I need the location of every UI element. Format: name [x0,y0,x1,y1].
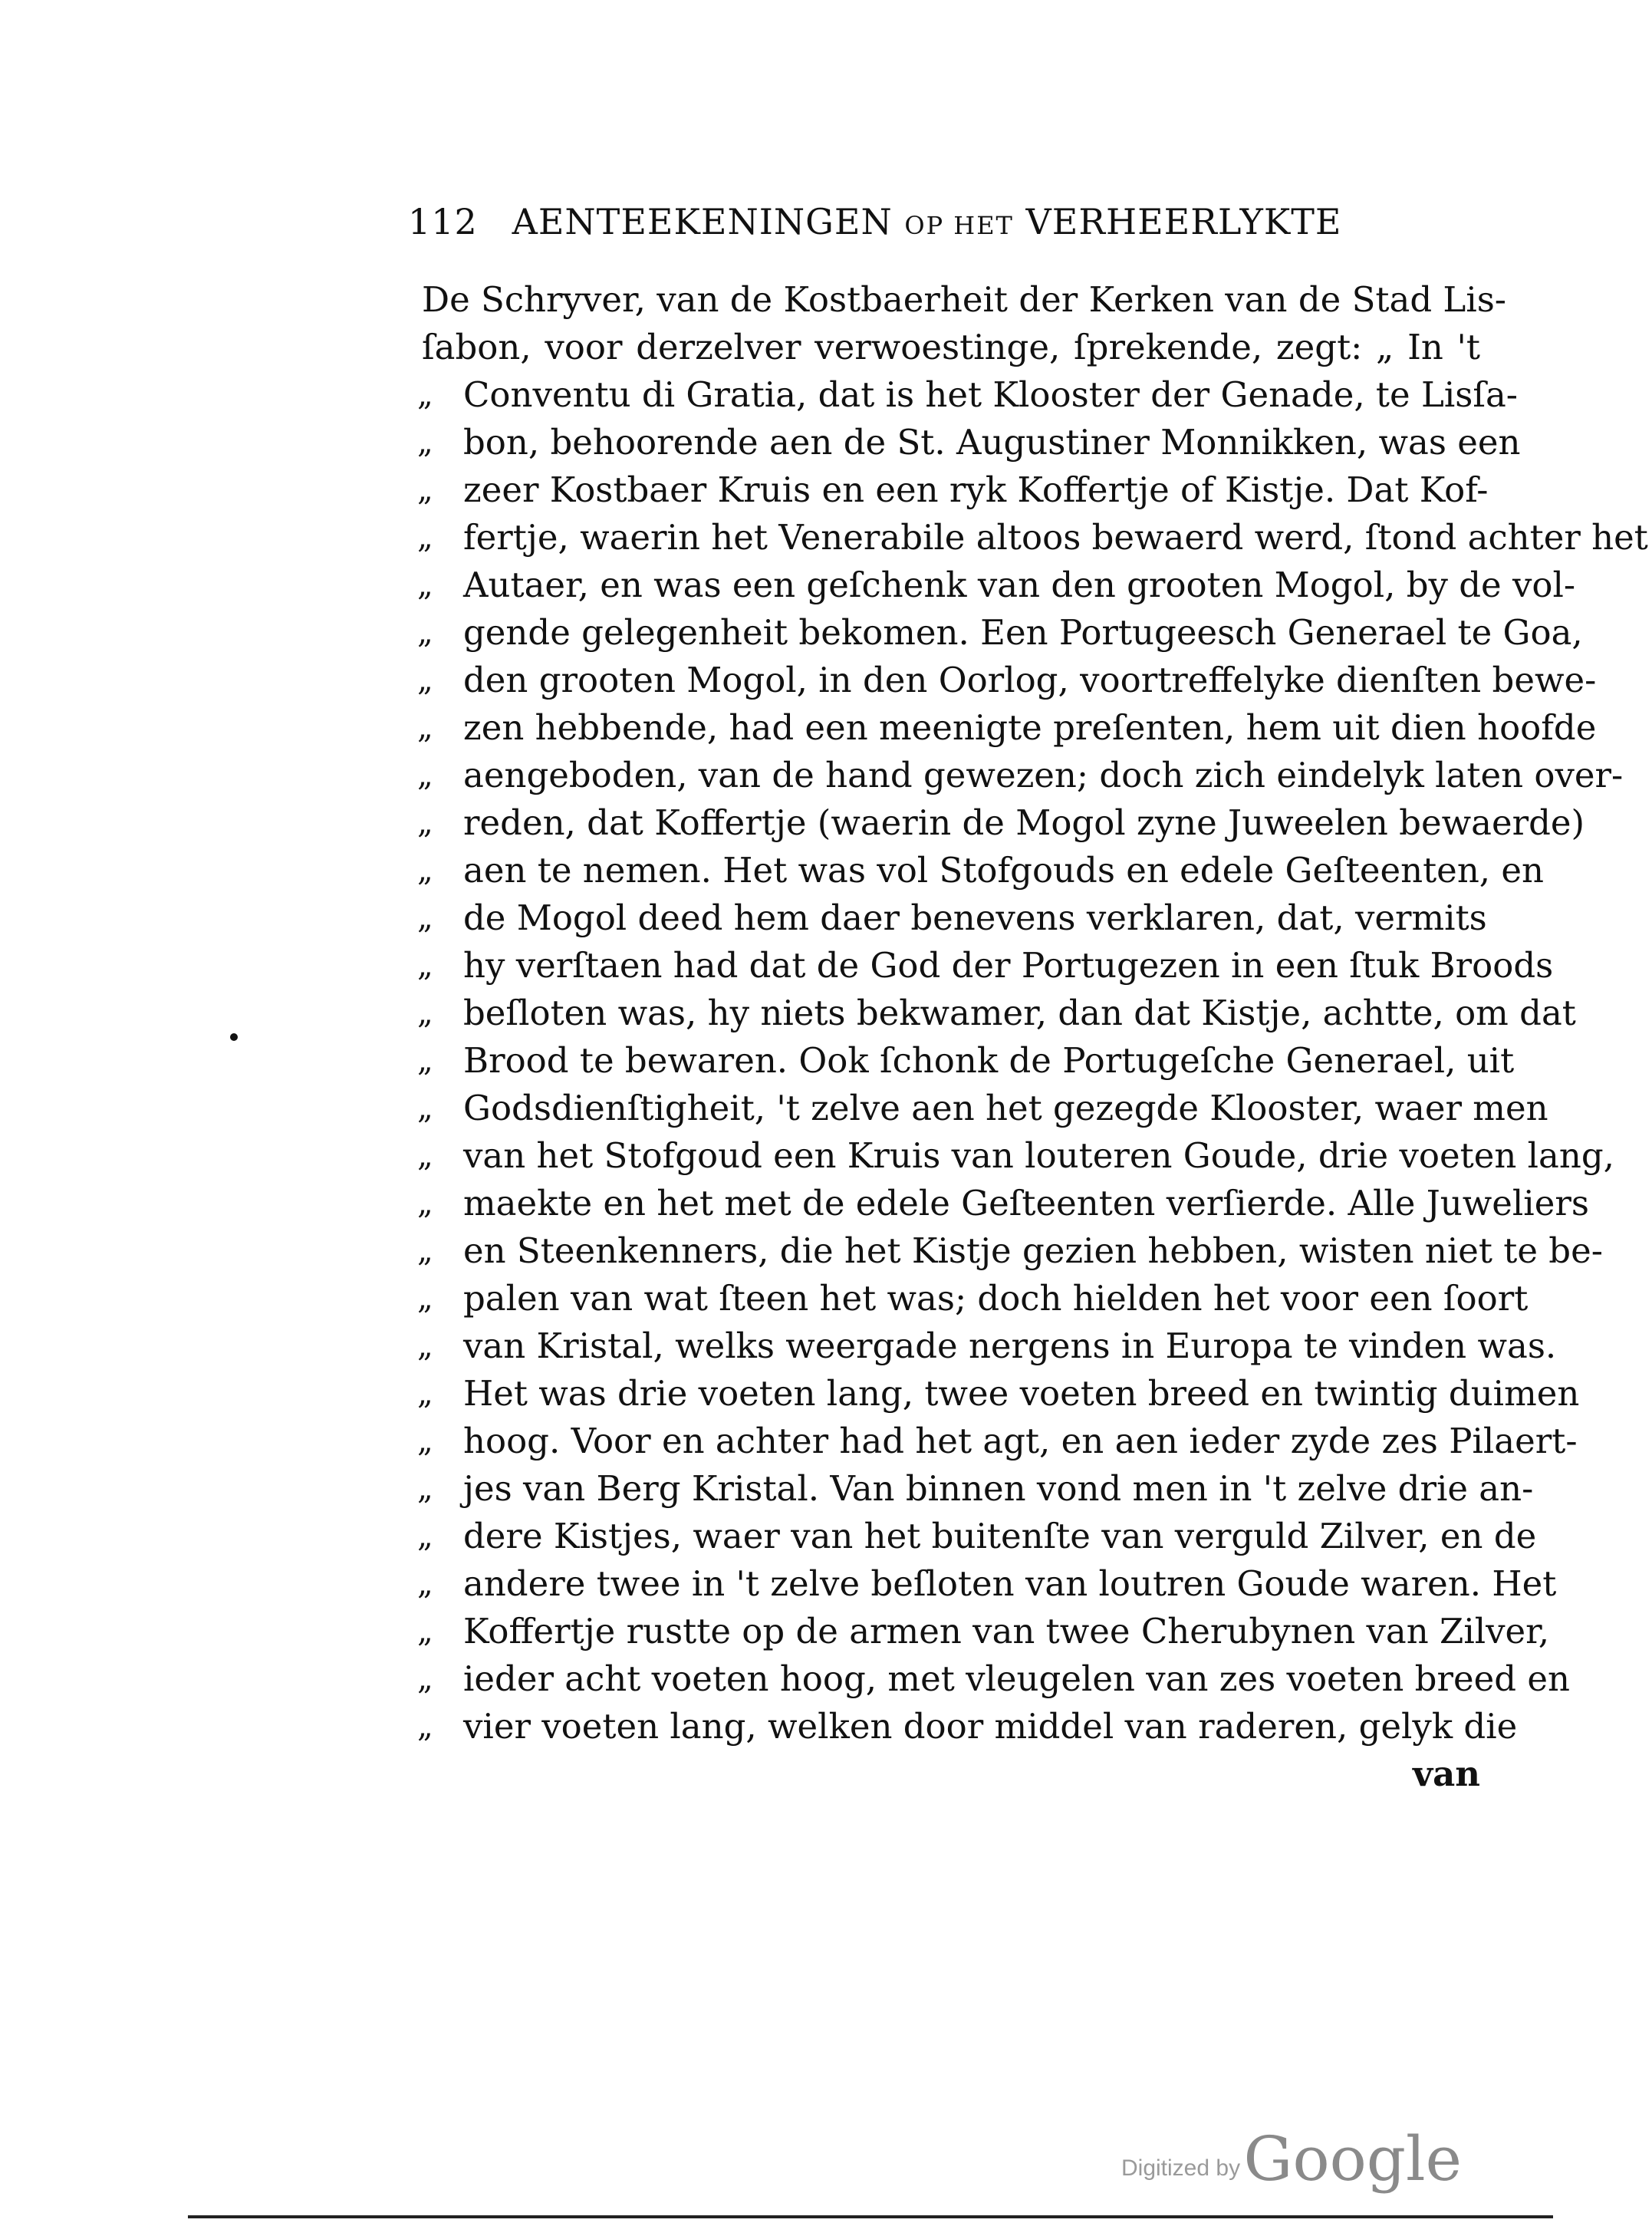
text-line [417,1608,1550,1655]
line-text: en Steenkenners, die het Kistje gezien hebben, wisten niet te be- [463,1230,1603,1271]
text-line [417,561,1576,609]
line-text: De Schryver, van de Kostbaerheit der Kerken van de Stad Lis- [422,279,1507,320]
catchword: van [1412,1754,1480,1794]
quote-mark: „ [417,425,433,460]
text-line [417,1132,1614,1180]
running-header [408,201,1482,242]
text-line [417,847,1545,894]
line-text: jes van Berg Kristal. Van binnen vond men in 't zelve drie an- [463,1468,1534,1509]
quote-mark: „ [417,1661,433,1697]
page-bottom-edge [188,2215,1553,2218]
line-text: palen van wat ſteen het was; doch hielden het voor een ſoort [463,1278,1529,1319]
text-line [417,371,1519,419]
quote-mark: „ [417,1566,433,1602]
margin-speck [230,1033,238,1041]
text-line [417,1560,1557,1608]
line-text: gende gelegenheit bekomen. Een Portugeesch Generael te Goa, [463,612,1583,653]
text-line [417,1465,1534,1513]
line-text: aen te nemen. Het was vol Stofgouds en edele Geſteenten, en [463,850,1545,891]
quote-mark: „ [417,1709,433,1744]
quote-mark: „ [417,1471,433,1507]
line-text: Koffertje rustte op de armen van twee Cherubynen van Zilver, [463,1611,1550,1651]
line-text: maekte en het met de edele Geſteenten verſierde. Alle Juweliers [463,1183,1589,1223]
body-text [417,276,1648,1798]
watermark-brand: Google [1243,2123,1462,2195]
quote-mark: „ [417,1519,433,1554]
line-text: dere Kistjes, waer van het buitenſte van verguld Zilver, en de [463,1516,1537,1556]
line-text: beſloten was, hy niets bekwamer, dan dat Kistje, achtte, om dat [463,993,1576,1033]
text-line [417,799,1585,847]
text-line [417,752,1624,799]
quote-mark: „ [417,1376,433,1411]
quote-mark: „ [417,520,433,555]
text-line [417,1513,1537,1560]
text-line [417,1037,1515,1085]
digitized-by-google-watermark [1121,2123,1462,2195]
quote-mark: „ [417,1424,433,1459]
line-text: aengeboden, van de hand gewezen; doch zich eindelyk laten over- [463,755,1624,795]
quote-mark: „ [417,1091,433,1126]
quote-mark: „ [417,615,433,650]
line-text: ieder acht voeten hoog, met vleugelen van zes voeten breed en [463,1658,1570,1699]
header-title-part3: VERHEERLYKTE [1025,201,1342,242]
text-line [417,466,1489,514]
line-text: zeer Kostbaer Kruis en een ryk Koffertje of Kistje. Dat Kof- [463,469,1489,510]
line-text: hoog. Voor en achter had het agt, en aen ieder zyde zes Pilaert- [463,1421,1578,1461]
quote-mark: „ [417,1138,433,1174]
quote-mark: „ [417,901,433,936]
text-line [417,1703,1518,1750]
text-line [417,657,1597,704]
line-text: fertje, waerin het Venerabile altoos bewaerd werd, ſtond achter het [463,517,1648,558]
line-text: den grooten Mogol, in den Oorlog, voortreffelyke dienſten bewe- [463,660,1597,700]
quote-mark: „ [417,1329,433,1364]
line-text: Het was drie voeten lang, twee voeten breed en twintig duimen [463,1373,1580,1414]
line-text: andere twee in 't zelve beſloten van loutren Goude waren. Het [463,1563,1557,1604]
quote-mark: „ [417,473,433,508]
quote-mark: „ [417,948,433,983]
quote-mark: „ [417,1043,433,1078]
quote-mark: „ [417,853,433,888]
text-line [422,276,1507,324]
quote-mark: „ [417,377,433,413]
text-line [417,942,1554,990]
quote-mark: „ [417,758,433,793]
line-text: ſabon, voor derzelver verwoestinge, ſprekende, zegt: „ In 't [422,327,1480,367]
text-line [417,704,1597,752]
line-text: reden, dat Koffertje (waerin de Mogol zyne Juweelen bewaerde) [463,802,1585,843]
text-line [417,1370,1580,1418]
text-line [417,1085,1548,1132]
line-text: van Kristal, welks weergade nergens in Europa te vinden was. [463,1325,1557,1366]
quote-mark: „ [417,663,433,698]
line-text: hy verſtaen had dat de God der Portugezen in een ſtuk Broods [463,945,1554,986]
line-text: Godsdienſtigheit, 't zelve aen het gezegde Klooster, waer men [463,1088,1548,1128]
text-line [417,1655,1570,1703]
text-line [417,894,1487,942]
quote-mark: „ [417,1233,433,1269]
quote-mark: „ [417,710,433,746]
watermark-prefix: Digitized by [1121,2155,1241,2181]
text-line [417,1227,1603,1275]
quote-mark: „ [417,568,433,603]
header-title-part2: OP HET [904,211,1014,240]
line-text: Brood te bewaren. Ook ſchonk de Portugeſche Generael, uit [463,1040,1515,1081]
text-line [417,514,1648,561]
line-text: vier voeten lang, welken door middel van raderen, gelyk die [463,1706,1518,1747]
text-line [417,609,1583,657]
line-text: Conventu di Gratia, dat is het Klooster der Genade, te Lisſa- [463,374,1519,415]
line-text: de Mogol deed hem daer benevens verklaren, dat, vermits [463,897,1487,938]
text-line [417,1418,1578,1465]
quote-mark: „ [417,1186,433,1221]
page-number: 112 [408,201,478,242]
text-line [417,990,1576,1037]
quote-mark: „ [417,805,433,841]
quote-mark: „ [417,1281,433,1316]
header-title-part1: AENTEEKENINGEN [512,201,893,242]
quote-mark: „ [417,996,433,1031]
text-line [422,324,1480,371]
line-text: Autaer, en was een geſchenk van den grooten Mogol, by de vol- [463,565,1576,605]
line-text: van het Stofgoud een Kruis van louteren Goude, drie voeten lang, [463,1135,1614,1176]
line-text: zen hebbende, had een meenigte preſenten, hem uit dien hoofde [463,707,1597,748]
quote-mark: „ [417,1614,433,1649]
text-line [417,1322,1557,1370]
text-line [417,1180,1589,1227]
line-text: bon, behoorende aen de St. Augustiner Monnikken, was een [463,422,1521,463]
text-line [417,1275,1529,1322]
text-line [417,419,1521,466]
